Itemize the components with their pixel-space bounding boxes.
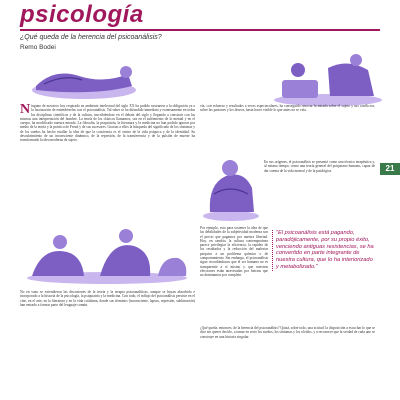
article-column-2-main: Por ejemplo, esto para sostener la idea de que las debilidades de la subjetividad moderna son el precio que pagamos por nuestra libertad. Hoy, en cambio, la cultura contemporánea parece privilegiar la eficiencia, la rapidez de los resultados y la reducción del malestar psíquico a un problema químico o de comportamiento. Sin embargo, el psicoanálisis sigue recordándonos que el ser humano no es transparente a sí mismo y que nuestras elecciones están atravesadas por fuerzas que no dominamos por completo.	[200, 226, 268, 278]
group-figures-illustration	[22, 226, 192, 286]
section-title: psicología	[20, 1, 144, 28]
article-column-2-end: ¿Qué queda, entonces, de la herencia del psicoanálisis? Quizá, sobre todo, una actitud: la disposición a escuchar lo que se dice sin querer decirlo, a tomar en serio los sueños, los síntomas y los olvidos, y a reconocer que la verdad de cada uno se construye en una historia singular.	[200, 326, 375, 339]
article-column-2-beside-image: En sus orígenes, el psicoanálisis se presentó como una técnica terapéutica y, al mismo tiempo, como una teoría general del psiquismo humano, capaz de dar cuenta de la vida normal y de la patológica.	[264, 160, 375, 173]
reclining-figure-illustration	[24, 56, 144, 102]
crouching-figure-illustration	[200, 154, 262, 222]
sitting-figures-illustration	[268, 50, 388, 108]
title-rule	[20, 29, 380, 31]
drop-cap: N	[20, 102, 31, 117]
article-author: Remo Bodei	[20, 44, 56, 51]
article-column-2-top: vía, con esfuerzo y resultados a veces espectaculares, ha conseguido renovar la mirada sobre el sujeto y sus conflictos, sobre las pasiones y los deseos, hasta hacer visible lo que antes no se veía.	[200, 104, 375, 113]
column-1-text: inguno de nosotros hoy respirado en ambiente intelectual del siglo XX ha podido sustraerse a la obligación ya a la fascinación de entendérselas con el psicoanálisis. Tal saber se ha difundido inmediata y extensamente en todas las disciplinas científicas y de la cultura, inscribiéndose en el debate del siglo y llegando a construir con las mismas una interpretación del hombre. La teoría de los clásicos llamamos, sea en el sufrimiento de lo mental y en el cuerpo, ha modificado nuestra mirada. La filosofía, la psiquiatría, la literatura y la medicina no han podido ignorar por medio de la teoría y la práctica de Freud y de sus sucesores. Gracias a ellos la búsqueda del significado de los síntomas y de los sueños ha hecho estallar la idea de que la conciencia es el centro de la vida psíquica y de la identidad. Su descubrimiento de un inconsciente dinámico, de la represión, de la transferencia y de la pulsión de muerte ha transformado la idea moderna de sujeto.	[20, 104, 195, 143]
pull-quote: "El psicoanálisis está pagando, paradójicamente, por su propio éxito, venciendo antiguas resistencias, se ha convertido en parte integrante de nuestra cultura, que lo ha interiorizado y metabolizado."	[272, 230, 376, 271]
article-column-1	[20, 104, 195, 143]
article-column-1-bottom: No en vano se extendieron las discusiones de la teoría y la terapia psicoanalíticas, aunque se hayan absorbido e incorporado a la historia de la psicología, la psiquiatría y la medicina. Con todo, el influjo del psicoanálisis persiste en el cine, en el arte, en la literatura y en la vida cotidiana, donde sus términos (inconsciente, lapsus, represión, sublimación) han entrado a formar parte del lenguaje común.	[20, 290, 195, 307]
article-subtitle: ¿Qué queda de la herencia del psicoanálisis?	[20, 34, 162, 41]
page-number: 21	[385, 164, 395, 173]
